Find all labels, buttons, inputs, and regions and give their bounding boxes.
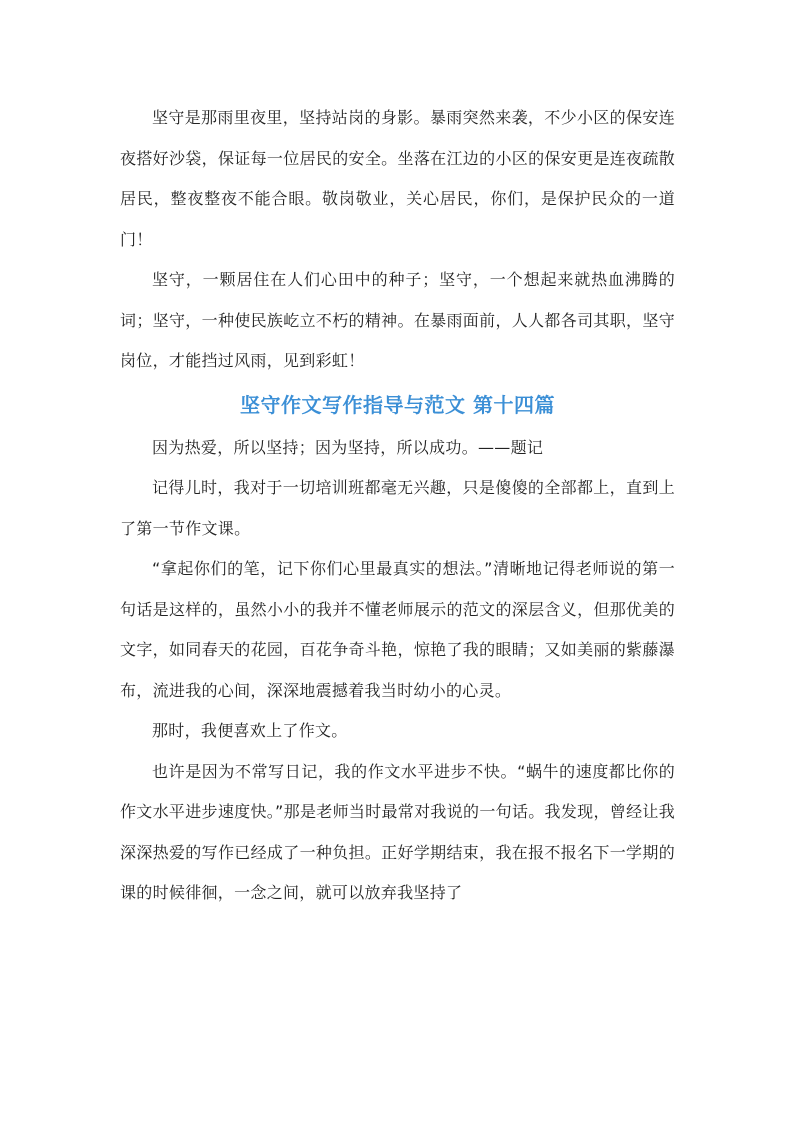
document-body: [120, 98, 675, 914]
paragraph-epigraph: 因为热爱，所以坚持；因为坚持，所以成功。——题记: [152, 437, 544, 457]
paragraph-night-guard: 坚守是那雨里夜里，坚持站岗的身影。暴雨突然来袭，不少小区的保安连夜搭好沙袋，保证每一位居民的安全。坐落在江边的小区的保安更是连夜疏散居民，整夜整夜不能合眼。敬岗敬业，关心居民，你们，是保护民众的一道门！: [120, 108, 675, 249]
paragraph-love-writing: 那时，我便喜欢上了作文。: [152, 721, 348, 740]
section-heading: 坚守作文写作指导与范文 第十四篇: [240, 392, 555, 417]
paragraph-childhood: 记得儿时，我对于一切培训班都毫无兴趣，只是傻傻的全部都上，直到上了第一节作文课。: [120, 478, 675, 538]
paragraph-teacher-quote: “拿起你们的笔，记下你们心里最真实的想法。”清晰地记得老师说的第一句话是这样的，虽然小小的我并不懂老师展示的范文的深层含义，但那优美的文字，如同春天的花园，百花争奇斗艳，惊艳了我的眼睛；又如美丽的紫藤瀑布，流进我的心间，深深地震撼着我当时幼小的心灵。: [120, 559, 675, 700]
paragraph-perseverance-seed: 坚守，一颗居住在人们心田中的种子；坚守，一个想起来就热血沸腾的词；坚守，一种使民族屹立不朽的精神。在暴雨面前，人人都各司其职，坚守岗位，才能挡过风雨，见到彩虹！: [120, 270, 675, 370]
paragraph-slow-progress: 也许是因为不常写日记，我的作文水平进步不快。“蜗牛的速度都比你的作文水平进步速度快。”那是老师当时最常对我说的一句话。我发现，曾经让我深深热爱的写作已经成了一种负担。正好学期结束，我在报不报名下一学期的课的时候徘徊，一念之间，就可以放弃我坚持了: [120, 761, 675, 902]
